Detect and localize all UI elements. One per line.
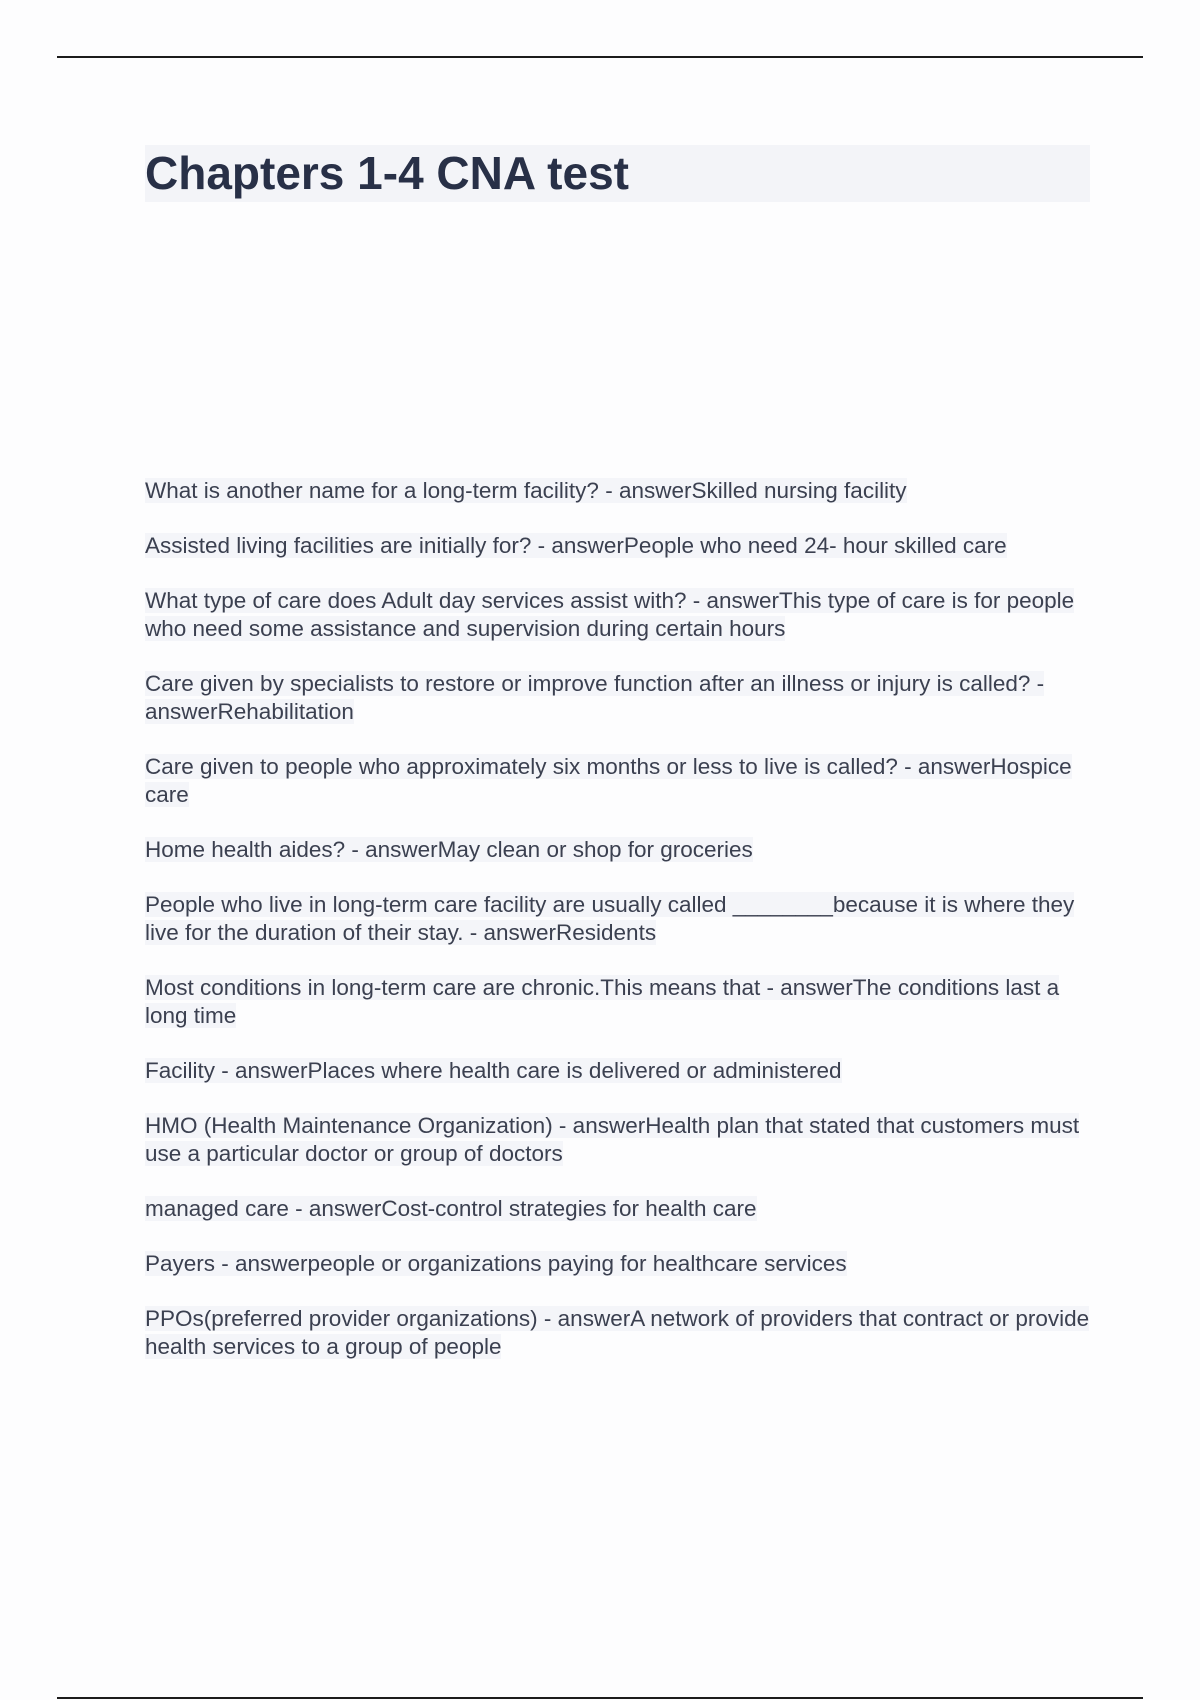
top-divider xyxy=(57,56,1143,58)
qa-text: What type of care does Adult day services assist with? - answerThis type of care is for people who need some assistance and supervision during certain hours xyxy=(145,588,1075,641)
qa-item xyxy=(145,670,1090,726)
qa-item xyxy=(145,1057,1090,1085)
page-title: Chapters 1-4 CNA test xyxy=(145,147,629,199)
qa-text: What is another name for a long-term facility? - answerSkilled nursing facility xyxy=(145,478,907,503)
qa-text: PPOs(preferred provider organizations) - answerA network of providers that contract or provide health services to a group of people xyxy=(145,1306,1090,1359)
qa-list xyxy=(145,477,1090,1388)
qa-text: Care given by specialists to restore or improve function after an illness or injury is called? - answerRehabilitation xyxy=(145,671,1045,724)
qa-text: People who live in long-term care facility are usually called ________because it is where they live for the duration of their stay. - answerResidents xyxy=(145,892,1075,945)
bottom-divider xyxy=(57,1697,1143,1699)
qa-item xyxy=(145,1305,1090,1361)
qa-item xyxy=(145,1112,1090,1168)
qa-text: Care given to people who approximately six months or less to live is called? - answerHospice care xyxy=(145,754,1072,807)
qa-text: HMO (Health Maintenance Organization) - answerHealth plan that stated that customers must use a particular doctor or group of doctors xyxy=(145,1113,1080,1166)
qa-item xyxy=(145,532,1090,560)
qa-item xyxy=(145,1195,1090,1223)
qa-text: Home health aides? - answerMay clean or shop for groceries xyxy=(145,837,753,862)
qa-text: Facility - answerPlaces where health care is delivered or administered xyxy=(145,1058,842,1083)
qa-text: Most conditions in long-term care are chronic.This means that - answerThe conditions last a long time xyxy=(145,975,1060,1028)
qa-item xyxy=(145,836,1090,864)
qa-item xyxy=(145,477,1090,505)
qa-text: Assisted living facilities are initially for? - answerPeople who need 24- hour skilled care xyxy=(145,533,1007,558)
qa-item xyxy=(145,1250,1090,1278)
qa-item xyxy=(145,753,1090,809)
qa-item xyxy=(145,891,1090,947)
qa-item xyxy=(145,587,1090,643)
qa-item xyxy=(145,974,1090,1030)
qa-text: managed care - answerCost-control strategies for health care xyxy=(145,1196,757,1221)
qa-text: Payers - answerpeople or organizations paying for healthcare services xyxy=(145,1251,847,1276)
